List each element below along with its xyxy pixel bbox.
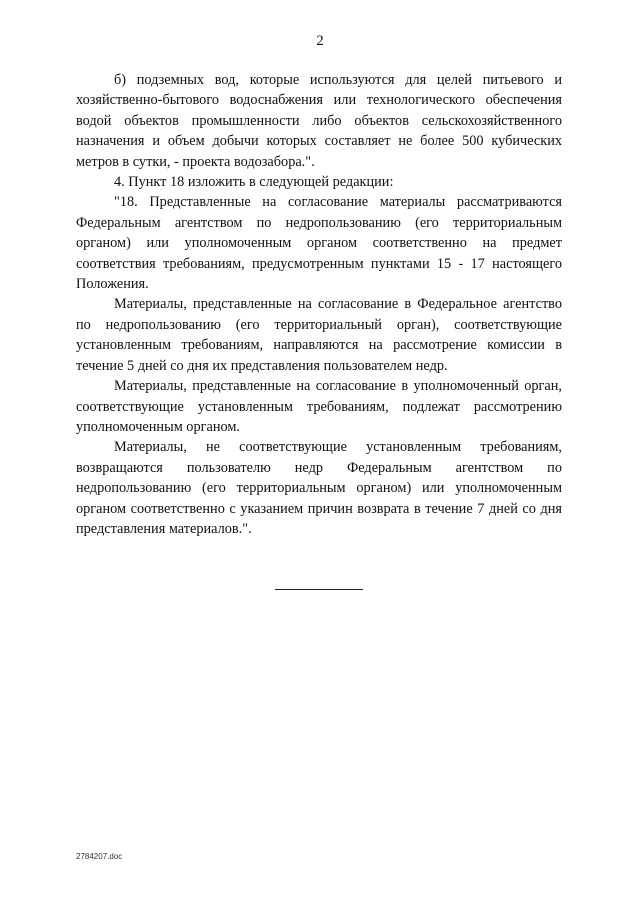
end-separator-line [275,589,363,590]
document-body [76,70,562,539]
footer-document-code: 2784207.doc [76,852,123,861]
paragraph-authorized-body: Материалы, представленные на согласование в уполномоченный орган, соответствующие установленным требованиям, подлежат рассмотрению уполномоченным органом. [76,378,562,435]
paragraph-item-4: 4. Пункт 18 изложить в следующей редакции: [114,174,394,191]
paragraph-item-18: "18. Представленные на согласование материалы рассматриваются Федеральным агентством по недропользованию (его территориальным органом) или уполномоченным органом соответственно на предмет соответствия требованиям, предусмотренным пунктами 15 - 17 настоящего Положения. [76,194,562,293]
paragraph-federal-agency: Материалы, представленные на согласование в Федеральное агентство по недропользованию (его территориальный орган), соответствующие установленным требованиям, направляются на рассмотрение комиссии в течение 5 дней со дня их представления пользователем недр. [76,296,562,374]
page-number: 2 [316,33,324,49]
paragraph-return-materials: Материалы, не соответствующие установленным требованиям, возвращаются пользователю недр Федеральным агентством по недропользованию (его территориальным органом) или уполномоченным органом соответственно с указанием причин возврата в течение 7 дней со дня представления материалов.". [76,439,562,537]
paragraph-groundwater: б) подземных вод, которые используются для целей питьевого и хозяйственно-бытового водоснабжения или технологического обеспечения водой объектов промышленности либо объектов сельскохозяйственного назначения и объем добычи которых составляет не более 500 кубических метров в сутки, - проекта водозабора.". [76,72,562,170]
